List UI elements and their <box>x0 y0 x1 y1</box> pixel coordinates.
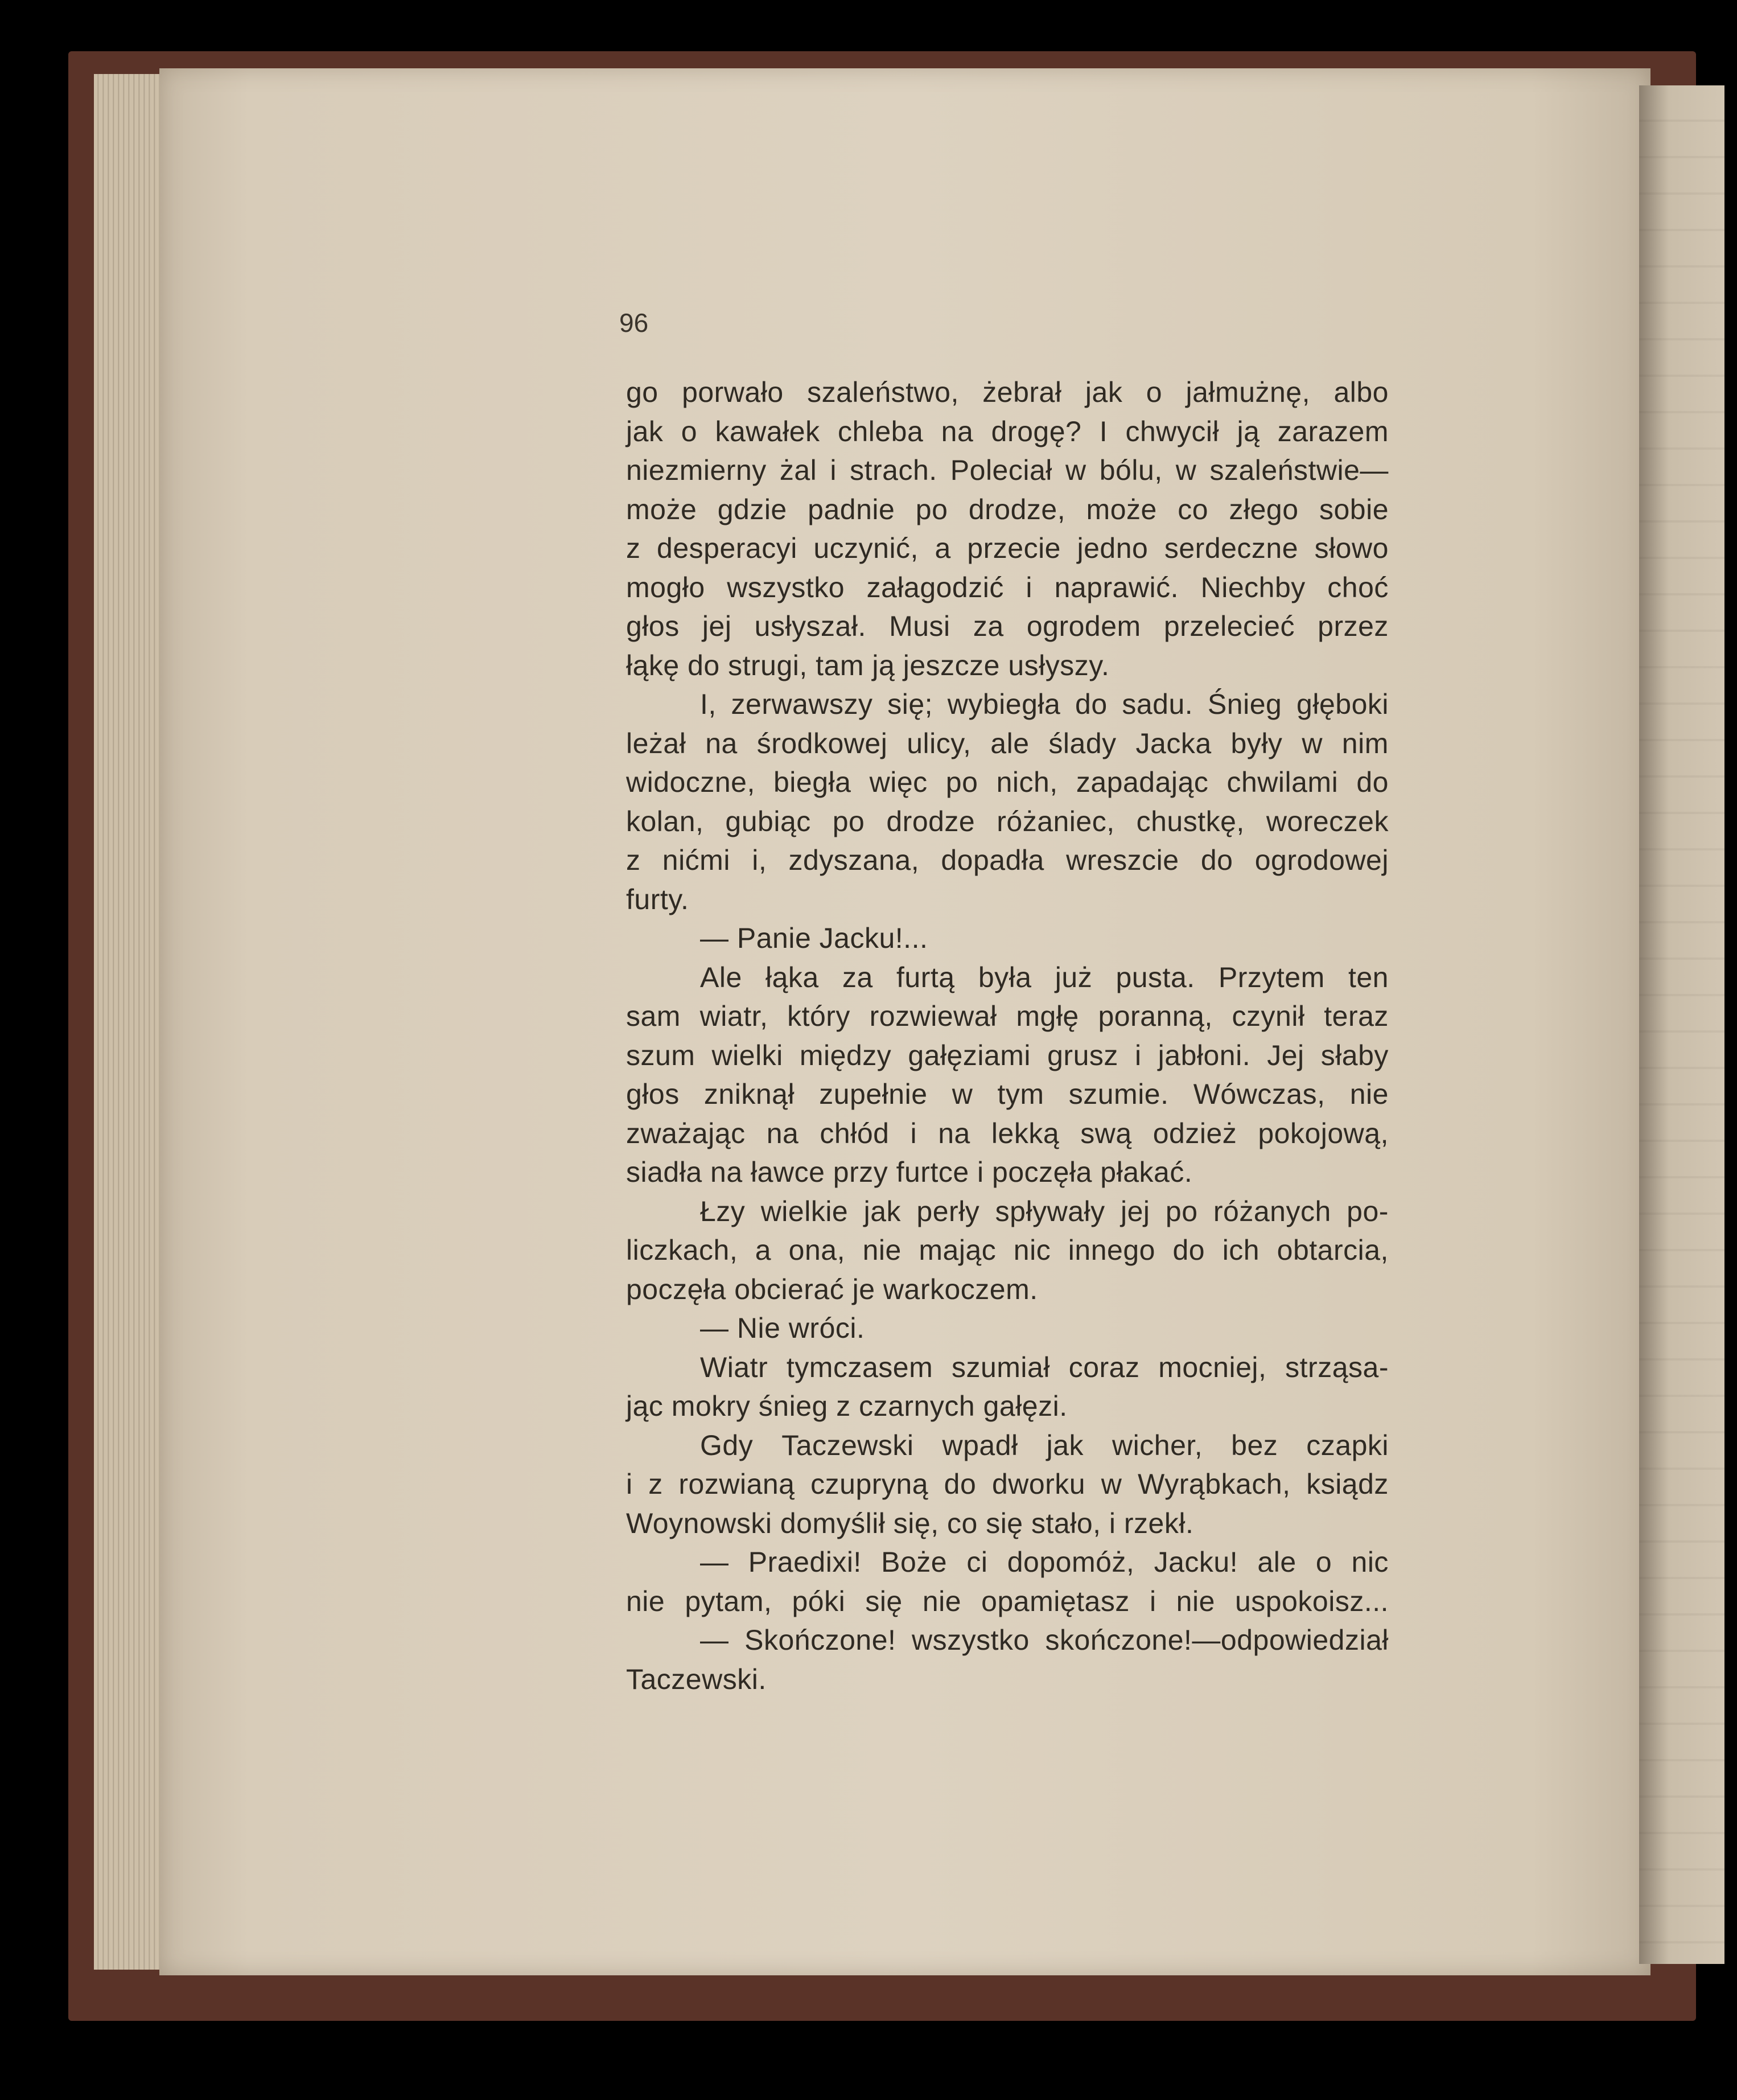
text-line: niezmierny żal i strach. Poleciał w bólu, w szaleństwie— <box>626 454 1389 486</box>
text-line: nie pytam, póki się nie opamiętasz i nie uspokoisz... <box>626 1585 1389 1617</box>
text-line: — Skończone! wszystko skończone!—odpowiedział <box>700 1624 1389 1656</box>
text-line: kolan, gubiąc po drodze różaniec, chustkę, woreczek <box>626 805 1389 837</box>
text-line: z nićmi i, zdyszana, dopadła wreszcie do ogrodowej <box>626 844 1389 876</box>
text-line: z desperacyi uczynić, a przecie jedno serdeczne słowo <box>626 532 1389 564</box>
text-line: Wiatr tymczasem szumiał coraz mocniej, strząsa- <box>700 1351 1389 1383</box>
text-line: sam wiatr, który rozwiewał mgłę poranną, czynił teraz <box>626 1000 1389 1032</box>
text-line: widoczne, biegła więc po nich, zapadając chwilami do <box>626 766 1389 798</box>
text-line: może gdzie padnie po drodze, może co złego sobie <box>626 493 1389 525</box>
text-line: łąkę do strugi, tam ją jeszcze usłyszy. <box>626 649 1110 681</box>
text-line: i z rozwianą czupryną do dworku w Wyrąbkach, ksiądz <box>626 1468 1389 1500</box>
text-line: szum wielki między gałęziami grusz i jabłoni. Jej słaby <box>626 1039 1389 1071</box>
text-line: liczkach, a ona, nie mając nic innego do ich obtarcia, <box>626 1234 1389 1266</box>
text-line: go porwało szaleństwo, żebrał jak o jałmużnę, albo <box>626 376 1389 408</box>
text-line: Taczewski. <box>626 1663 767 1695</box>
text-line: I, zerwawszy się; wybiegła do sadu. Śnieg głęboki <box>700 688 1389 720</box>
page-number: 96 <box>619 308 649 338</box>
text-line: poczęła obcierać je warkoczem. <box>626 1273 1038 1305</box>
text-line: zważając na chłód i na lekką swą odzież pokojową, <box>626 1117 1389 1149</box>
text-line: Łzy wielkie jak perły spływały jej po różanych po- <box>700 1195 1389 1227</box>
text-line: — Panie Jacku!... <box>700 922 928 954</box>
text-line: Woynowski domyślił się, co się stało, i rzekł. <box>626 1507 1194 1539</box>
text-line: siadła na ławce przy furtce i poczęła płakać. <box>626 1156 1193 1188</box>
text-line: mogło wszystko załagodzić i naprawić. Niechby choć <box>626 571 1389 603</box>
text-line: jak o kawałek chleba na drogę? I chwycił ją zarazem <box>626 415 1389 447</box>
text-line: — Nie wróci. <box>700 1312 865 1344</box>
text-line: furty. <box>626 883 689 915</box>
text-line: — Praedixi! Boże ci dopomóż, Jacku! ale o nic <box>700 1546 1389 1578</box>
text-line: głos zniknął zupełnie w tym szumie. Wówczas, nie <box>626 1078 1389 1110</box>
text-line: Ale łąka za furtą była już pusta. Przytem ten <box>700 961 1389 993</box>
facing-page-edge <box>1639 85 1724 1964</box>
text-line: Gdy Taczewski wpadł jak wicher, bez czapki <box>700 1429 1389 1461</box>
text-line: leżał na środkowej ulicy, ale ślady Jacka były w nim <box>626 727 1389 759</box>
text-line: jąc mokry śnieg z czarnych gałęzi. <box>626 1390 1068 1422</box>
book-page <box>159 68 1650 1975</box>
body-text <box>626 373 1389 1699</box>
text-line: głos jej usłyszał. Musi za ogrodem przelecieć przez <box>626 610 1389 642</box>
